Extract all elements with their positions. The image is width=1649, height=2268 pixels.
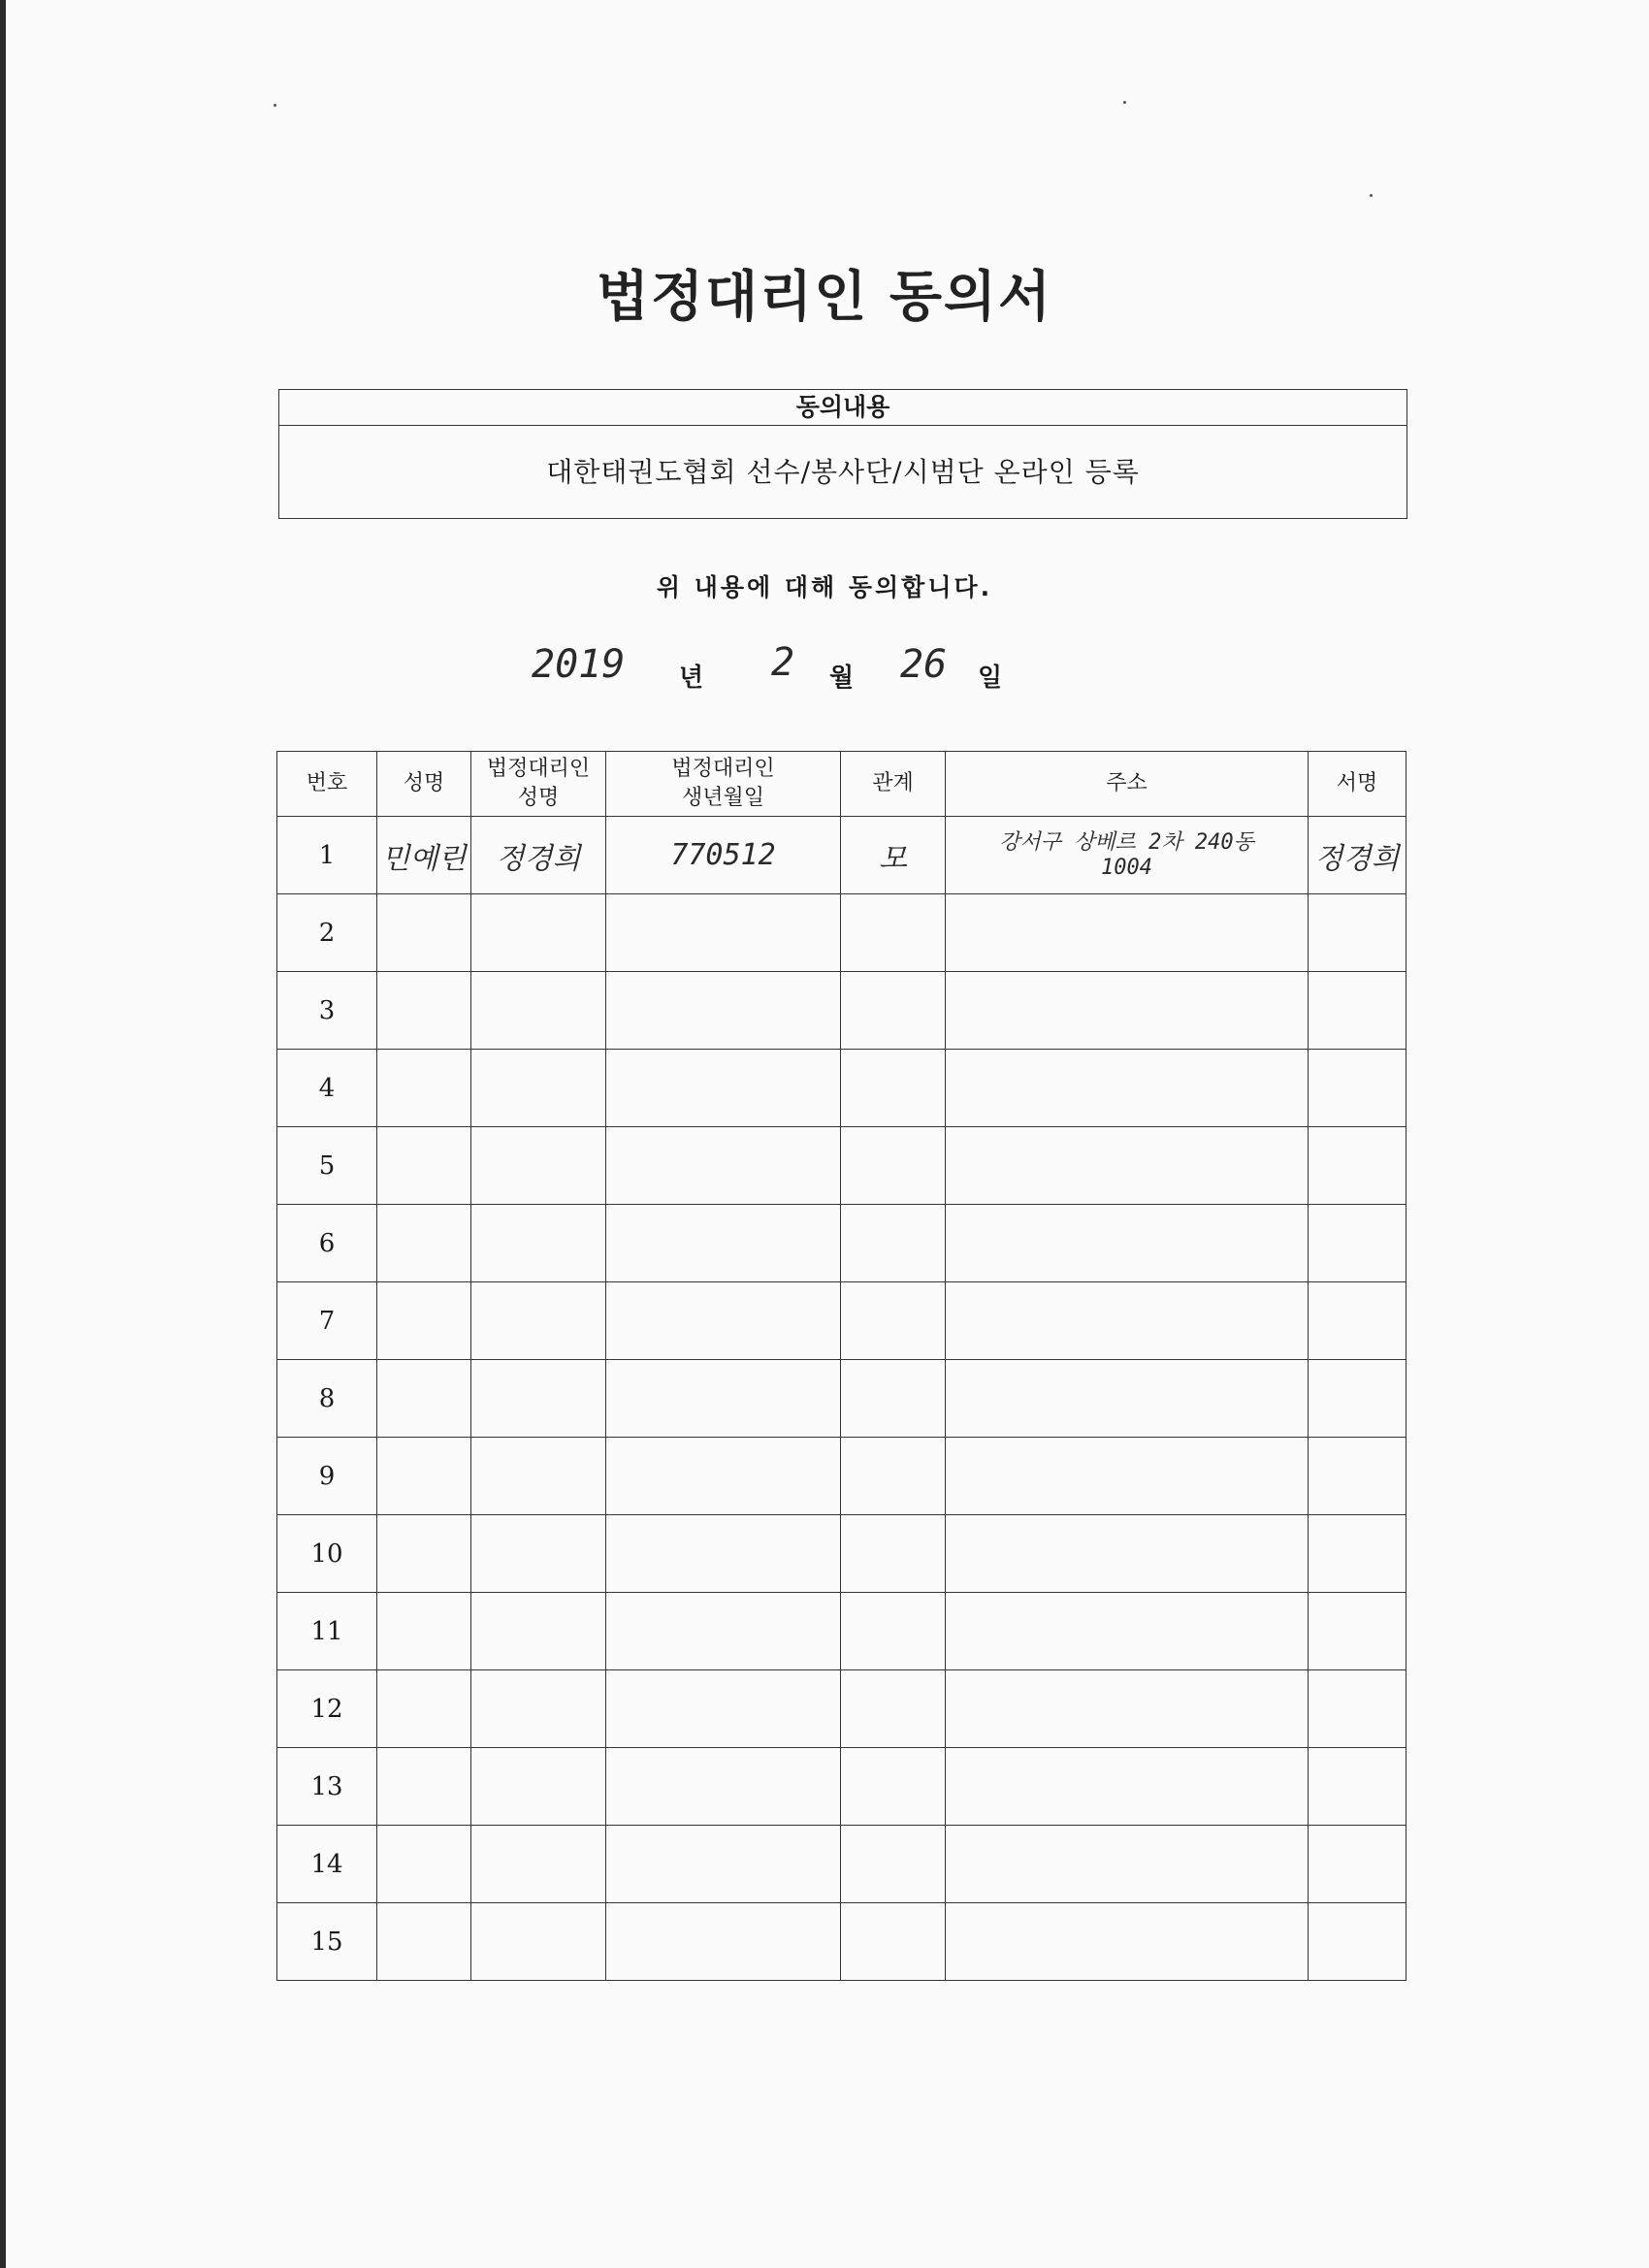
cell-relation	[841, 1903, 946, 1981]
header-signature	[1309, 752, 1406, 817]
row-number-value: 13	[310, 1771, 343, 1801]
header-guardian-name-line2: 성명	[517, 786, 560, 810]
header-guardian-birth-line1: 법정대리인	[671, 757, 775, 781]
cell-relation	[841, 1670, 946, 1748]
table-row	[277, 1593, 1406, 1670]
date-day: 26	[900, 642, 948, 687]
cell-relation	[841, 972, 946, 1050]
cell-guardian-birth-date	[606, 1050, 841, 1127]
consent-box	[278, 389, 1407, 519]
cell-guardian-name	[471, 1826, 606, 1903]
cell-guardian-birth-date	[606, 1515, 841, 1593]
cell-row-number	[277, 1593, 377, 1670]
cell-row-number	[277, 1127, 377, 1205]
cell-guardian-name	[471, 1903, 606, 1981]
cell-guardian-name	[471, 1050, 606, 1127]
cell-relation	[841, 894, 946, 972]
cell-relation	[841, 817, 946, 894]
cell-guardian-birth-date	[606, 1360, 841, 1438]
cell-guardian-name	[471, 1282, 606, 1360]
cell-address	[946, 1282, 1309, 1360]
table-row	[277, 1515, 1406, 1593]
cell-relation	[841, 1050, 946, 1127]
cell-row-number	[277, 817, 377, 894]
cell-guardian-name	[471, 1515, 606, 1593]
row-number-value: 14	[310, 1849, 343, 1879]
cell-guardian-birth-date	[606, 1205, 841, 1282]
cell-relation	[841, 1360, 946, 1438]
table-row	[277, 1748, 1406, 1826]
relation-value: 모	[879, 841, 907, 876]
guardian-name-value: 정경희	[496, 841, 581, 876]
cell-participant-name	[377, 1050, 471, 1127]
cell-signature	[1309, 1748, 1406, 1826]
cell-guardian-name	[471, 1127, 606, 1205]
cell-row-number	[277, 1205, 377, 1282]
cell-row-number	[277, 1748, 377, 1826]
header-address-label: 주소	[1106, 771, 1148, 795]
table-row	[277, 1903, 1406, 1981]
cell-row-number	[277, 894, 377, 972]
header-guardian-name	[471, 752, 606, 817]
document-title: 법정대리인 동의서	[596, 266, 1053, 329]
cell-participant-name	[377, 1903, 471, 1981]
cell-relation	[841, 1438, 946, 1515]
row-number-value: 1	[318, 840, 336, 870]
cell-guardian-birth-date	[606, 1903, 841, 1981]
cell-address	[946, 1127, 1309, 1205]
table-row	[277, 894, 1406, 972]
cell-guardian-name	[471, 1360, 606, 1438]
row-number-value: 7	[318, 1306, 336, 1336]
cell-guardian-name	[471, 972, 606, 1050]
row-number-value: 4	[318, 1073, 336, 1103]
cell-guardian-birth-date	[606, 972, 841, 1050]
cell-signature	[1309, 1050, 1406, 1127]
row-number-value: 6	[318, 1228, 336, 1258]
cell-address	[946, 1515, 1309, 1593]
cell-guardian-name	[471, 1670, 606, 1748]
table-row	[277, 817, 1406, 894]
row-number-value: 5	[318, 1150, 336, 1181]
guardian-birth-date-value: 770512	[670, 838, 776, 872]
cell-address	[946, 1748, 1309, 1826]
consent-heading: 동의내용	[279, 390, 1406, 426]
cell-address	[946, 1360, 1309, 1438]
cell-participant-name	[377, 1515, 471, 1593]
header-no	[277, 752, 377, 817]
scan-speck	[1123, 101, 1126, 104]
cell-address	[946, 1205, 1309, 1282]
cell-signature	[1309, 1127, 1406, 1205]
cell-guardian-name	[471, 1748, 606, 1826]
header-name	[377, 752, 471, 817]
header-relation	[841, 752, 946, 817]
cell-guardian-birth-date	[606, 1826, 841, 1903]
cell-row-number	[277, 972, 377, 1050]
cell-guardian-name	[471, 1593, 606, 1670]
cell-address	[946, 1826, 1309, 1903]
cell-row-number	[277, 1826, 377, 1903]
agreement-statement: 위 내용에 대해 동의합니다.	[656, 573, 993, 601]
table-row	[277, 1670, 1406, 1748]
cell-address	[946, 1050, 1309, 1127]
cell-guardian-birth-date	[606, 1593, 841, 1670]
cell-signature	[1309, 1205, 1406, 1282]
cell-signature	[1309, 894, 1406, 972]
table-row	[277, 1282, 1406, 1360]
scan-speck	[274, 104, 276, 107]
header-signature-label: 서명	[1336, 771, 1378, 795]
cell-participant-name	[377, 1593, 471, 1670]
table-row	[277, 1438, 1406, 1515]
header-guardian-birth	[606, 752, 841, 817]
header-address	[946, 752, 1309, 817]
cell-participant-name	[377, 894, 471, 972]
cell-signature	[1309, 1515, 1406, 1593]
cell-address	[946, 1438, 1309, 1515]
cell-relation	[841, 1205, 946, 1282]
cell-signature	[1309, 1282, 1406, 1360]
cell-participant-name	[377, 1205, 471, 1282]
table-body	[277, 817, 1406, 1981]
cell-relation	[841, 1748, 946, 1826]
cell-relation	[841, 1515, 946, 1593]
cell-guardian-birth-date	[606, 1127, 841, 1205]
cell-signature	[1309, 972, 1406, 1050]
table-row	[277, 1826, 1406, 1903]
cell-participant-name	[377, 817, 471, 894]
guardian-table	[276, 751, 1406, 1981]
participant-name-value: 민예린	[381, 841, 467, 876]
table-row	[277, 1127, 1406, 1205]
row-number-value: 9	[318, 1461, 336, 1491]
row-number-value: 15	[310, 1927, 343, 1957]
address-line1: 강서구 상베르 2차 240동	[999, 829, 1254, 855]
cell-guardian-name	[471, 817, 606, 894]
row-number-value: 12	[310, 1694, 343, 1724]
date-month: 2	[771, 640, 795, 685]
cell-participant-name	[377, 1748, 471, 1826]
consent-content: 대한태권도협회 선수/봉사단/시범단 온라인 등록	[546, 456, 1140, 488]
cell-signature	[1309, 817, 1406, 894]
cell-address	[946, 1593, 1309, 1670]
cell-relation	[841, 1282, 946, 1360]
cell-row-number	[277, 1515, 377, 1593]
header-no-label: 번호	[306, 771, 348, 795]
table-row	[277, 1360, 1406, 1438]
cell-row-number	[277, 1360, 377, 1438]
scan-speck	[1370, 194, 1373, 197]
cell-participant-name	[377, 1127, 471, 1205]
cell-guardian-birth-date	[606, 894, 841, 972]
date-day-unit: 일	[978, 664, 1003, 693]
table-row	[277, 1050, 1406, 1127]
table-header-row	[277, 752, 1406, 817]
cell-signature	[1309, 1826, 1406, 1903]
cell-relation	[841, 1826, 946, 1903]
cell-row-number	[277, 1282, 377, 1360]
cell-participant-name	[377, 1826, 471, 1903]
scan-edge	[0, 0, 6, 2268]
signature-value: 정경희	[1314, 841, 1400, 876]
cell-participant-name	[377, 972, 471, 1050]
cell-participant-name	[377, 1670, 471, 1748]
date-year: 2019	[532, 642, 626, 687]
cell-signature	[1309, 1360, 1406, 1438]
cell-relation	[841, 1127, 946, 1205]
cell-participant-name	[377, 1438, 471, 1515]
cell-row-number	[277, 1438, 377, 1515]
cell-address	[946, 1903, 1309, 1981]
cell-guardian-birth-date	[606, 1748, 841, 1826]
cell-guardian-birth-date	[606, 1438, 841, 1515]
row-number-value: 2	[318, 918, 336, 948]
date-month-unit: 월	[829, 664, 855, 693]
header-name-label: 성명	[403, 771, 445, 795]
cell-guardian-birth-date	[606, 817, 841, 894]
header-guardian-name-line1: 법정대리인	[486, 757, 591, 781]
cell-address	[946, 817, 1309, 894]
cell-row-number	[277, 1903, 377, 1981]
cell-signature	[1309, 1593, 1406, 1670]
row-number-value: 3	[318, 995, 336, 1025]
address-line2: 1004	[1101, 855, 1152, 880]
cell-address	[946, 972, 1309, 1050]
table-row	[277, 1205, 1406, 1282]
cell-participant-name	[377, 1282, 471, 1360]
cell-guardian-birth-date	[606, 1282, 841, 1360]
row-number-value: 8	[318, 1383, 336, 1413]
cell-row-number	[277, 1050, 377, 1127]
header-guardian-birth-line2: 생년월일	[681, 786, 764, 810]
row-number-value: 11	[310, 1616, 343, 1646]
date-line	[524, 640, 1125, 708]
date-year-unit: 년	[679, 664, 704, 693]
cell-relation	[841, 1593, 946, 1670]
cell-address	[946, 894, 1309, 972]
cell-guardian-name	[471, 1205, 606, 1282]
cell-signature	[1309, 1670, 1406, 1748]
cell-row-number	[277, 1670, 377, 1748]
cell-signature	[1309, 1903, 1406, 1981]
row-number-value: 10	[310, 1539, 343, 1569]
cell-guardian-name	[471, 1438, 606, 1515]
cell-address	[946, 1670, 1309, 1748]
cell-signature	[1309, 1438, 1406, 1515]
cell-participant-name	[377, 1360, 471, 1438]
cell-guardian-birth-date	[606, 1670, 841, 1748]
header-relation-label: 관계	[872, 771, 914, 795]
cell-guardian-name	[471, 894, 606, 972]
table-row	[277, 972, 1406, 1050]
